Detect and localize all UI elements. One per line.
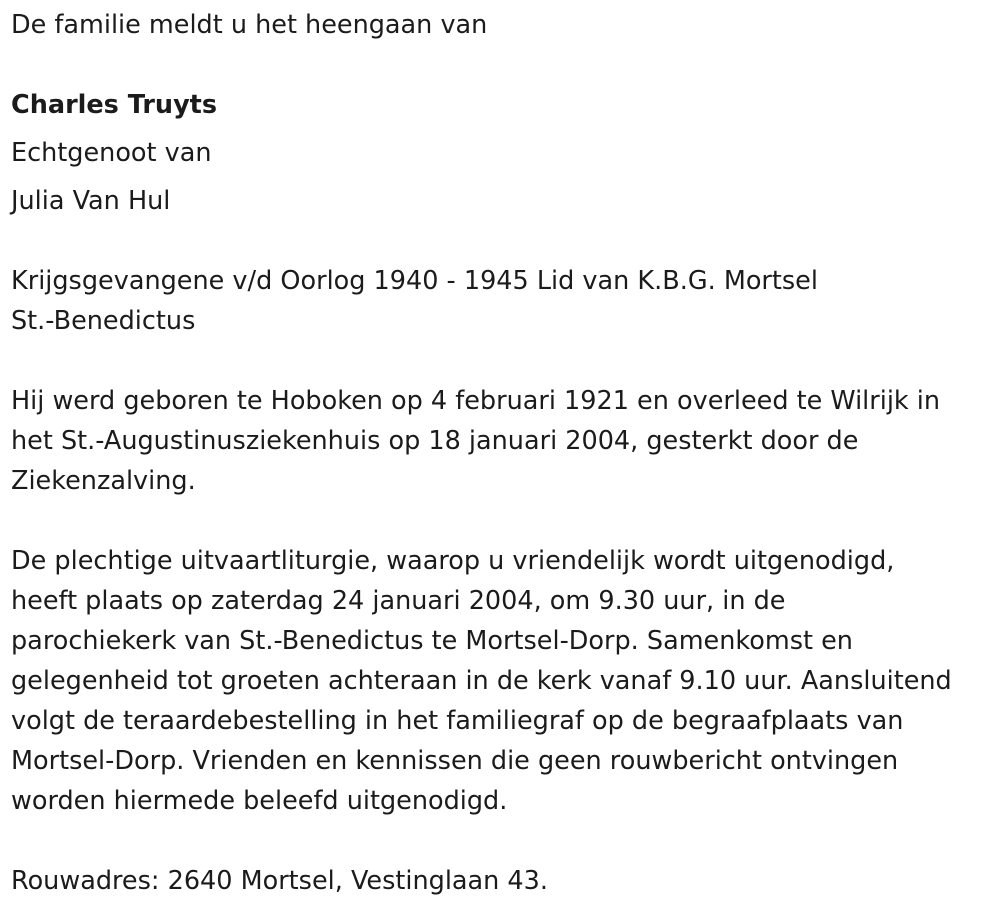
intro-text: De familie meldt u het heengaan van <box>11 10 488 40</box>
affiliation-line: Krijgsgevangene v/d Oorlog 1940 - 1945 Lid van K.B.G. Mortsel <box>11 266 818 296</box>
funeral-line: worden hiermede beleefd uitgenodigd. <box>11 786 508 816</box>
birth-death-line: Hij werd geboren te Hoboken op 4 februari 1921 en overleed te Wilrijk in <box>11 386 941 416</box>
funeral-line: heeft plaats op zaterdag 24 januari 2004, om 9.30 uur, in de <box>11 586 786 616</box>
affiliation-line: St.-Benedictus <box>11 306 196 336</box>
birth-death-line: Ziekenzalving. <box>11 466 196 496</box>
funeral-line: Mortsel-Dorp. Vrienden en kennissen die geen rouwbericht ontvingen <box>11 746 899 776</box>
mourning-address: Rouwadres: 2640 Mortsel, Vestinglaan 43. <box>11 866 548 896</box>
spouse-name: Julia Van Hul <box>11 186 171 216</box>
funeral-line: parochiekerk van St.-Benedictus te Mortsel-Dorp. Samenkomst en <box>11 626 853 656</box>
spouse-label: Echtgenoot van <box>11 138 212 168</box>
birth-death-line: het St.-Augustinusziekenhuis op 18 januari 2004, gesterkt door de <box>11 426 859 456</box>
funeral-line: De plechtige uitvaartliturgie, waarop u vriendelijk wordt uitgenodigd, <box>11 546 895 576</box>
deceased-name: Charles Truyts <box>11 90 218 120</box>
funeral-line: gelegenheid tot groeten achteraan in de kerk vanaf 9.10 uur. Aansluitend <box>11 666 952 696</box>
funeral-line: volgt de teraardebestelling in het familiegraf op de begraafplaats van <box>11 706 904 736</box>
